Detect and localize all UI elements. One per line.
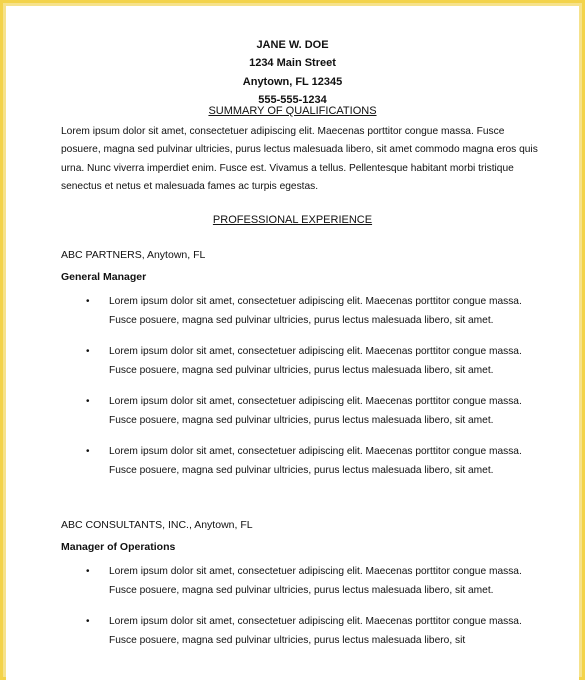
bullet-icon: • [86, 616, 90, 627]
street-address: 1234 Main Street [249, 57, 336, 70]
job-bullet [61, 562, 531, 612]
resume-page [6, 6, 579, 680]
job-company: ABC PARTNERS, Anytown, FL [61, 249, 206, 261]
bullet-icon: • [86, 296, 90, 307]
bullet-icon: • [86, 396, 90, 407]
bullet-icon: • [86, 346, 90, 357]
summary-heading: SUMMARY OF QUALIFICATIONS [208, 105, 377, 117]
candidate-name: JANE W. DOE [256, 39, 329, 51]
resume-header [6, 36, 579, 109]
job-title: General Manager [61, 271, 147, 283]
bullet-text: Lorem ipsum dolor sit amet, consectetuer adipiscing elit. Maecenas porttitor congue massa. Fusce posuere, magna sed pulvinar ultricies, purus lectus malesuada libero, sit amet. [109, 446, 522, 477]
job-bullet-list [61, 292, 531, 492]
job-title: Manager of Operations [61, 541, 176, 553]
job-bullet [61, 612, 531, 662]
phone-number: 555-555-1234 [258, 93, 327, 106]
bullet-text: Lorem ipsum dolor sit amet, consectetuer adipiscing elit. Maecenas porttitor congue massa. Fusce posuere, magna sed pulvinar ultricies, purus lectus malesuada libero, sit amet. [109, 566, 522, 597]
bullet-text: Lorem ipsum dolor sit amet, consectetuer adipiscing elit. Maecenas porttitor congue massa. Fusce posuere, magna sed pulvinar ultricies, purus lectus malesuada libero, sit amet. [109, 296, 522, 327]
bullet-text: Lorem ipsum dolor sit amet, consectetuer adipiscing elit. Maecenas porttitor congue massa. Fusce posuere, magna sed pulvinar ultricies, purus lectus malesuada libero, sit [109, 616, 522, 647]
summary-paragraph: Lorem ipsum dolor sit amet, consectetuer adipiscing elit. Maecenas porttitor congue massa. Fusce posuere, magna sed pulvinar ultricies, purus lectus malesuada libero, sit amet commodo magna eros quis urna. Nunc viverra imperdiet enim. Fusce est. Vivamus a tellus. Pellentesque habitant morbi tristique senectus et netus et malesuada fames ac turpis egestas. [61, 126, 538, 192]
city-state-zip: Anytown, FL 12345 [242, 75, 343, 88]
job-bullet [61, 442, 531, 492]
job-bullet [61, 392, 531, 442]
job-bullet [61, 342, 531, 392]
job-bullet [61, 292, 531, 342]
job-bullet-list [61, 562, 531, 662]
bullet-icon: • [86, 566, 90, 577]
bullet-text: Lorem ipsum dolor sit amet, consectetuer adipiscing elit. Maecenas porttitor congue massa. Fusce posuere, magna sed pulvinar ultricies, purus lectus malesuada libero, sit amet. [109, 396, 522, 427]
bullet-icon: • [86, 446, 90, 457]
job-company: ABC CONSULTANTS, INC., Anytown, FL [61, 519, 253, 531]
bullet-text: Lorem ipsum dolor sit amet, consectetuer adipiscing elit. Maecenas porttitor congue massa. Fusce posuere, magna sed pulvinar ultricies, purus lectus malesuada libero, sit amet. [109, 346, 522, 377]
experience-heading: PROFESSIONAL EXPERIENCE [212, 214, 373, 226]
